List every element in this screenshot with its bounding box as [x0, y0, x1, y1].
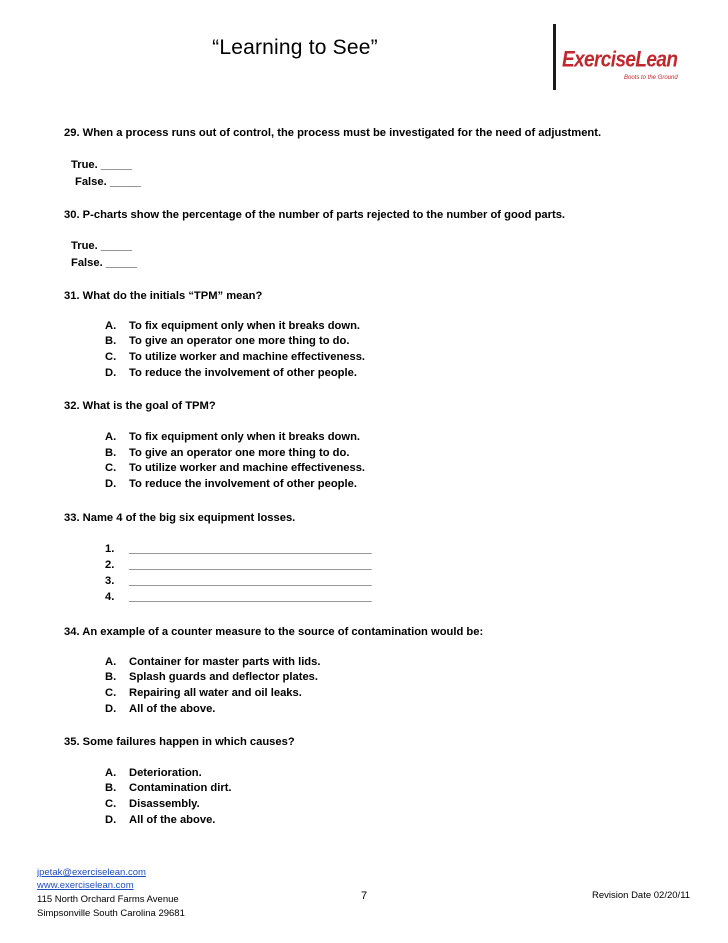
option-31-b: B. To give an operator one more thing to do. [105, 335, 350, 347]
logo-text: ExerciseLean [562, 48, 678, 73]
option-32-c: C. To utilize worker and machine effectiveness. [105, 462, 366, 474]
option-34-c: C. Repairing all water and oil leaks. [105, 687, 302, 699]
question-32: 32. What is the goal of TPM? [64, 400, 216, 412]
logo-divider [553, 24, 556, 90]
option-31-c: C. To utilize worker and machine effectiveness. [105, 351, 366, 363]
blank-33-4: 4. _______________________________________ [105, 591, 372, 603]
footer-address-line2: Simpsonville South Carolina 29681 [37, 908, 185, 919]
answer-option: False. _____ [71, 257, 137, 269]
answer-false-30 [71, 257, 137, 269]
option-34-d: D. All of the above. [105, 703, 216, 715]
revision-date: Revision Date 02/20/11 [592, 890, 691, 901]
option-35-d: D. All of the above. [105, 814, 216, 826]
blank-33-3: 3. _______________________________________ [105, 575, 372, 587]
option-32-a: A. To fix equipment only when it breaks down. [105, 431, 361, 443]
question-33: 33. Name 4 of the big six equipment losses. [64, 512, 296, 524]
option-31-a: A. To fix equipment only when it breaks down. [105, 320, 361, 332]
question-30: 30. P-charts show the percentage of the number of parts rejected to the number of good parts. [64, 209, 566, 221]
answer-option: True. _____ [71, 240, 132, 252]
question-35: 35. Some failures happen in which causes? [64, 736, 295, 748]
blank-33-1: 1. _______________________________________ [105, 543, 372, 555]
footer-website-link[interactable]: www.exerciselean.com [37, 880, 134, 891]
answer-true-30 [71, 240, 132, 252]
footer-email-link[interactable]: jpetak@exerciselean.com [37, 867, 146, 878]
option-35-c: C. Disassembly. [105, 798, 200, 810]
blank-33-2: 2. _______________________________________ [105, 559, 372, 571]
option-34-a: A. Container for master parts with lids. [105, 656, 321, 668]
question-29: 29. When a process runs out of control, the process must be investigated for the need of adjustment. [64, 127, 602, 139]
option-35-a: A. Deterioration. [105, 767, 202, 779]
option-32-d: D. To reduce the involvement of other people. [105, 478, 357, 490]
option-32-b: B. To give an operator one more thing to do. [105, 447, 350, 459]
option-31-d: D. To reduce the involvement of other people. [105, 367, 357, 379]
exerciselean-logo [562, 48, 678, 88]
page-title: “Learning to See” [212, 36, 378, 59]
answer-false-29 [75, 176, 141, 188]
logo-tagline: Boots to the Ground [624, 75, 678, 81]
page-number: 7 [361, 890, 368, 902]
answer-option: False. _____ [75, 176, 141, 188]
question-31: 31. What do the initials “TPM” mean? [64, 290, 263, 302]
option-34-b: B. Splash guards and deflector plates. [105, 671, 318, 683]
answer-true-29 [71, 159, 132, 171]
question-34: 34. An example of a counter measure to the source of contamination would be: [64, 626, 484, 638]
footer-address-line1: 115 North Orchard Farms Avenue [37, 894, 179, 905]
answer-option: True. _____ [71, 159, 132, 171]
option-35-b: B. Contamination dirt. [105, 782, 232, 794]
